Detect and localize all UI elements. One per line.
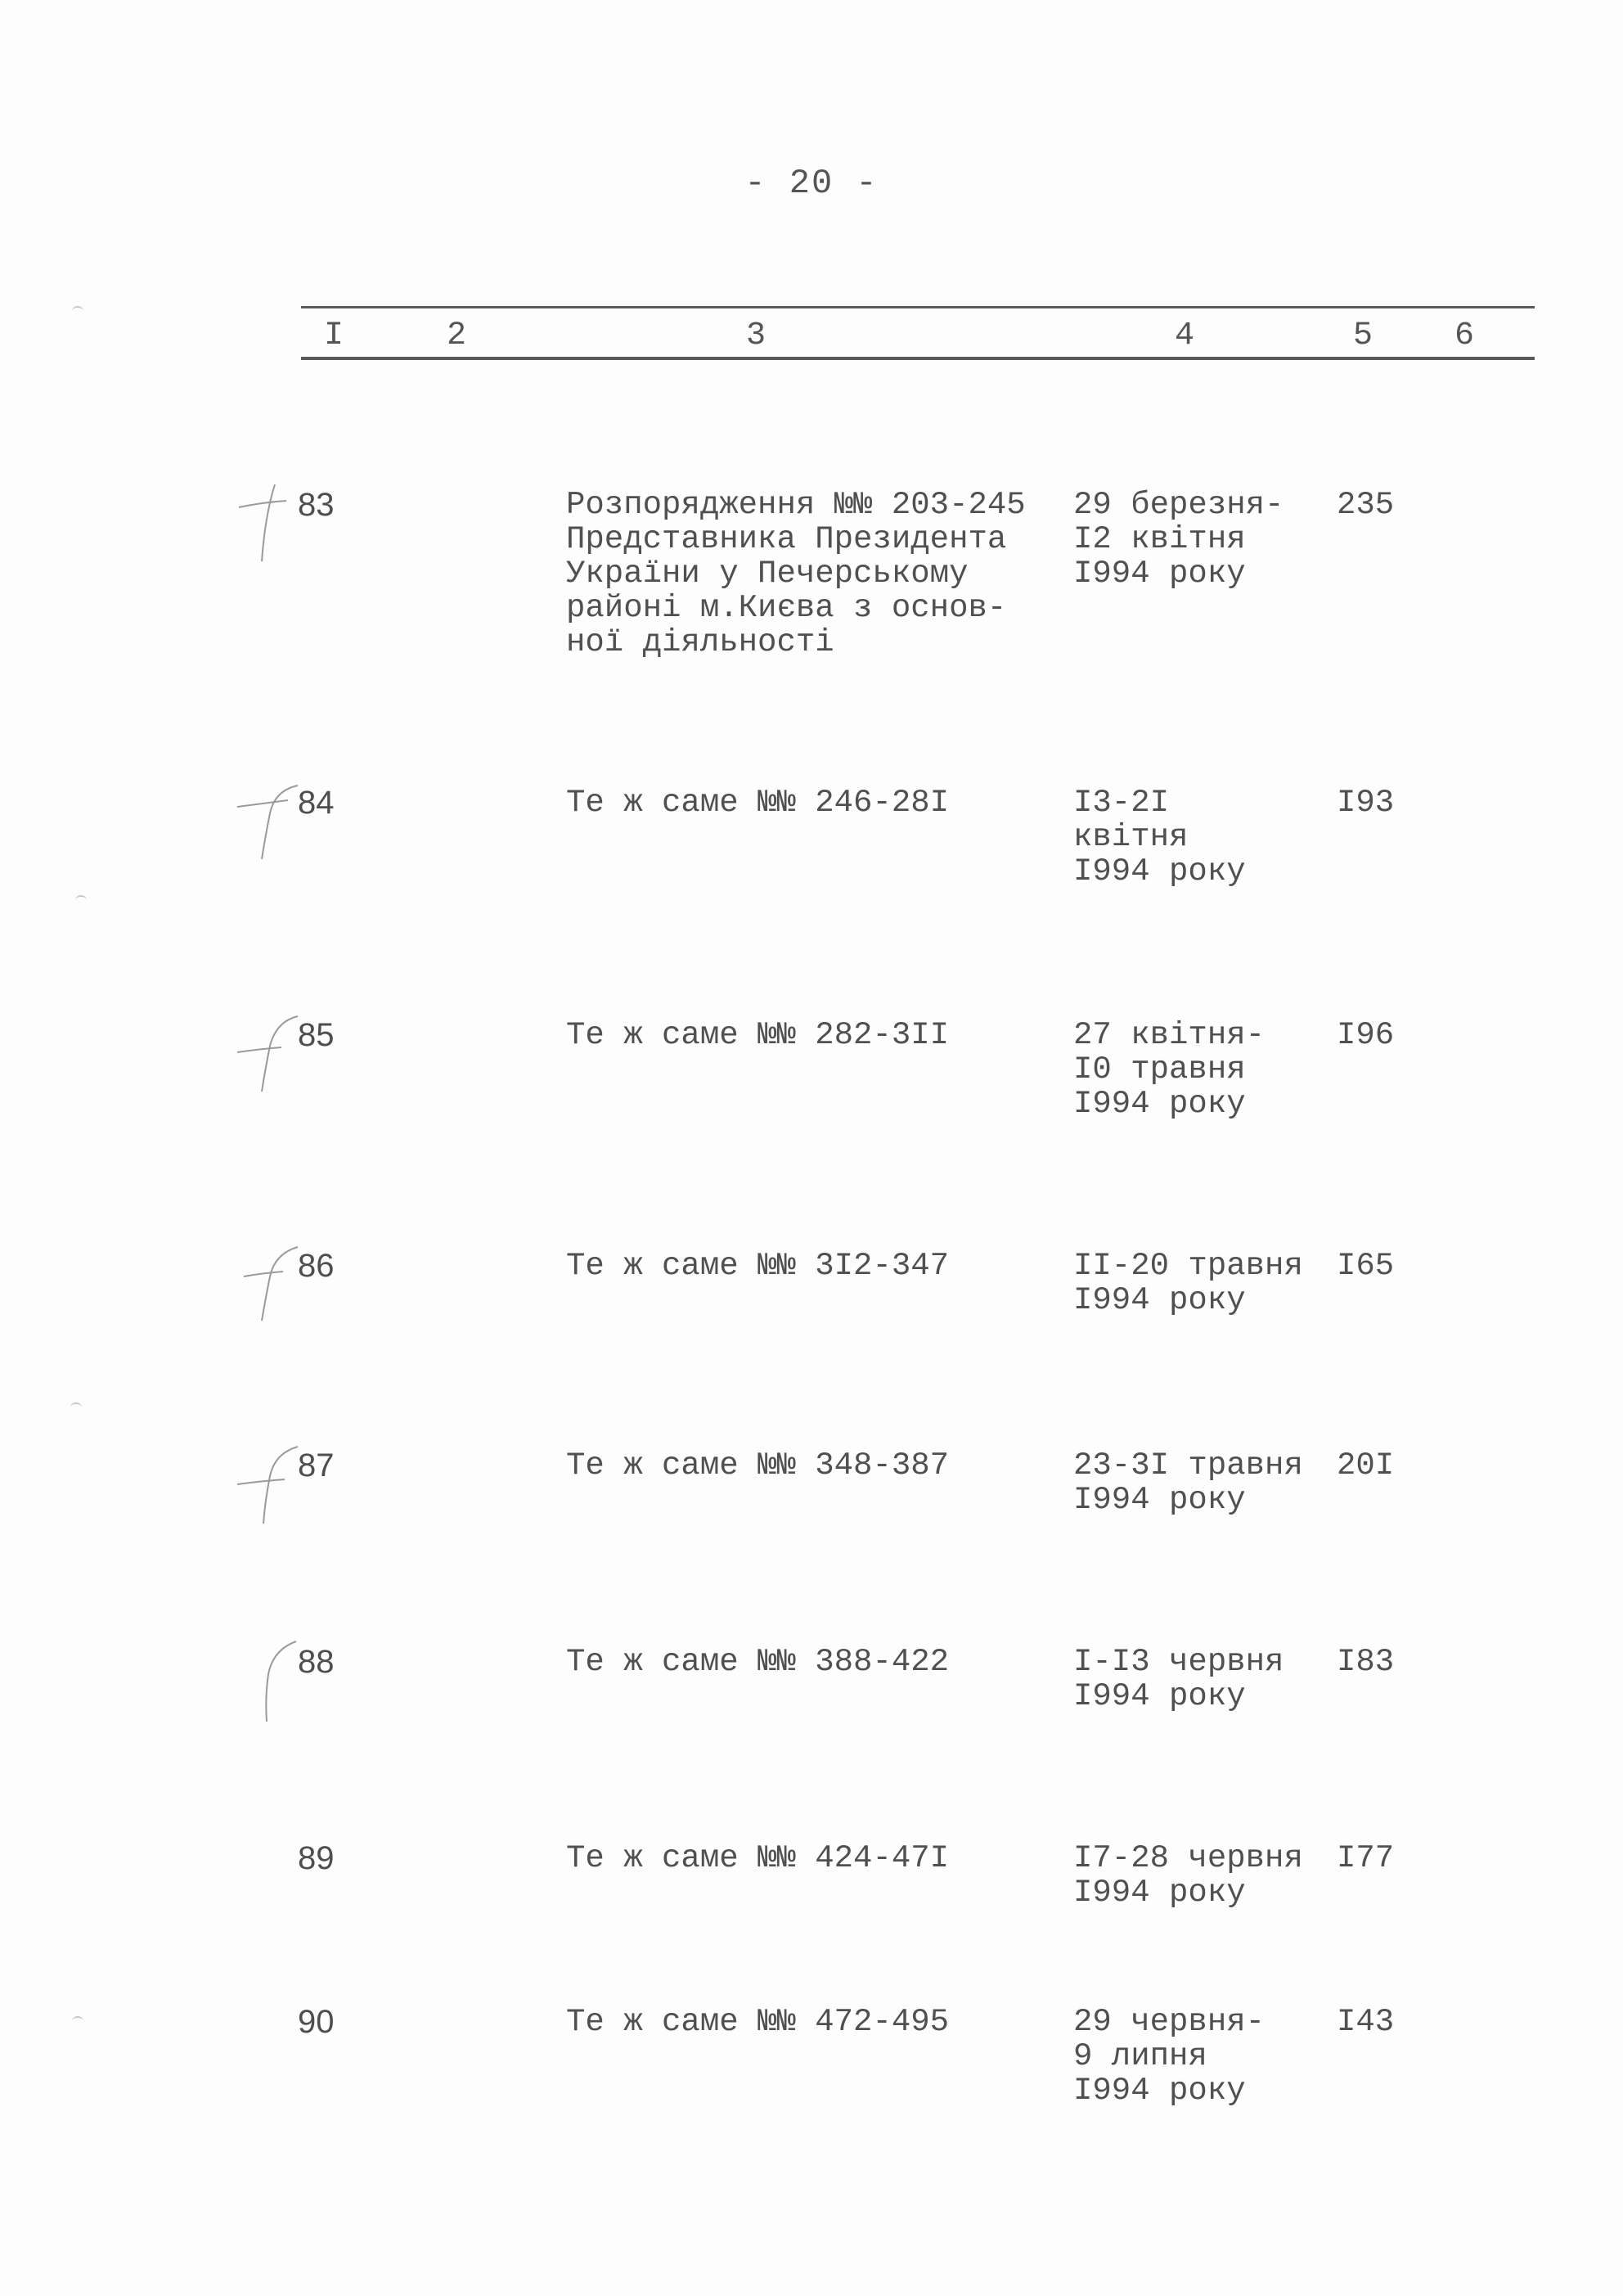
item-number: 83 bbox=[298, 487, 335, 523]
item-description: Те ж саме №№ 246-28I bbox=[566, 785, 950, 821]
item-description: Те ж саме №№ 348-387 bbox=[566, 1447, 950, 1483]
item-sheet-count: I65 bbox=[1337, 1248, 1395, 1284]
item-number: 89 bbox=[298, 1840, 335, 1876]
item-number: 86 bbox=[298, 1248, 335, 1284]
item-number: 88 bbox=[298, 1644, 335, 1680]
item-number: 90 bbox=[298, 2004, 335, 2040]
column-header-2: 2 bbox=[446, 317, 467, 354]
item-sheet-count: I93 bbox=[1337, 785, 1395, 821]
item-date-range: 29 червня- 9 липня I994 року bbox=[1073, 2004, 1266, 2109]
item-date-range: I7-28 червня I994 року bbox=[1073, 1840, 1303, 1911]
pencil-check-mark-icon bbox=[237, 1640, 303, 1722]
item-sheet-count: I96 bbox=[1337, 1017, 1395, 1053]
item-date-range: 23-3I травня I994 року bbox=[1073, 1447, 1303, 1518]
pencil-check-mark-icon bbox=[237, 1244, 303, 1326]
item-description: Розпорядження №№ 203-245 Представника Президента України у Печерському районі м.Києва з основ- ної діяльності bbox=[566, 487, 1026, 660]
column-header-3: 3 bbox=[745, 317, 767, 354]
item-date-range: 29 березня- I2 квітня I994 року bbox=[1073, 487, 1284, 592]
page-number: - 20 - bbox=[744, 164, 879, 203]
item-date-range: I3-2I квітня I994 року bbox=[1073, 785, 1246, 889]
margin-punch-mark bbox=[72, 2016, 83, 2026]
item-description: Те ж саме №№ 282-3II bbox=[566, 1017, 950, 1053]
column-header-4: 4 bbox=[1174, 317, 1195, 354]
pencil-check-mark-icon bbox=[237, 1013, 303, 1095]
pencil-check-mark-icon bbox=[237, 1443, 303, 1525]
pencil-check-mark-icon bbox=[237, 483, 303, 565]
item-description: Те ж саме №№ 424-47I bbox=[566, 1840, 950, 1876]
column-header-5: 5 bbox=[1352, 317, 1373, 354]
column-header-6: 6 bbox=[1454, 317, 1475, 354]
margin-punch-mark bbox=[75, 895, 87, 905]
margin-punch-mark bbox=[72, 306, 83, 316]
item-description: Те ж саме №№ 3I2-347 bbox=[566, 1248, 950, 1284]
item-date-range: I-I3 червня I994 року bbox=[1073, 1644, 1284, 1714]
item-date-range: 27 квітня- I0 травня I994 року bbox=[1073, 1017, 1266, 1122]
item-sheet-count: 20I bbox=[1337, 1447, 1395, 1483]
item-number: 87 bbox=[298, 1447, 335, 1483]
margin-punch-mark bbox=[70, 1402, 82, 1412]
item-number: 84 bbox=[298, 785, 335, 821]
table-header bbox=[0, 317, 1623, 355]
item-sheet-count: I77 bbox=[1337, 1840, 1395, 1876]
item-sheet-count: I43 bbox=[1337, 2004, 1395, 2040]
item-description: Те ж саме №№ 472-495 bbox=[566, 2004, 950, 2040]
table-header-top-rule bbox=[301, 306, 1535, 308]
item-sheet-count: 235 bbox=[1337, 487, 1395, 523]
item-description: Те ж саме №№ 388-422 bbox=[566, 1644, 950, 1680]
pencil-check-mark-icon bbox=[237, 781, 303, 862]
item-number: 85 bbox=[298, 1017, 335, 1053]
item-date-range: II-20 травня I994 року bbox=[1073, 1248, 1303, 1318]
column-header-1: I bbox=[323, 317, 344, 354]
table-header-bottom-rule bbox=[301, 357, 1535, 360]
item-sheet-count: I83 bbox=[1337, 1644, 1395, 1680]
